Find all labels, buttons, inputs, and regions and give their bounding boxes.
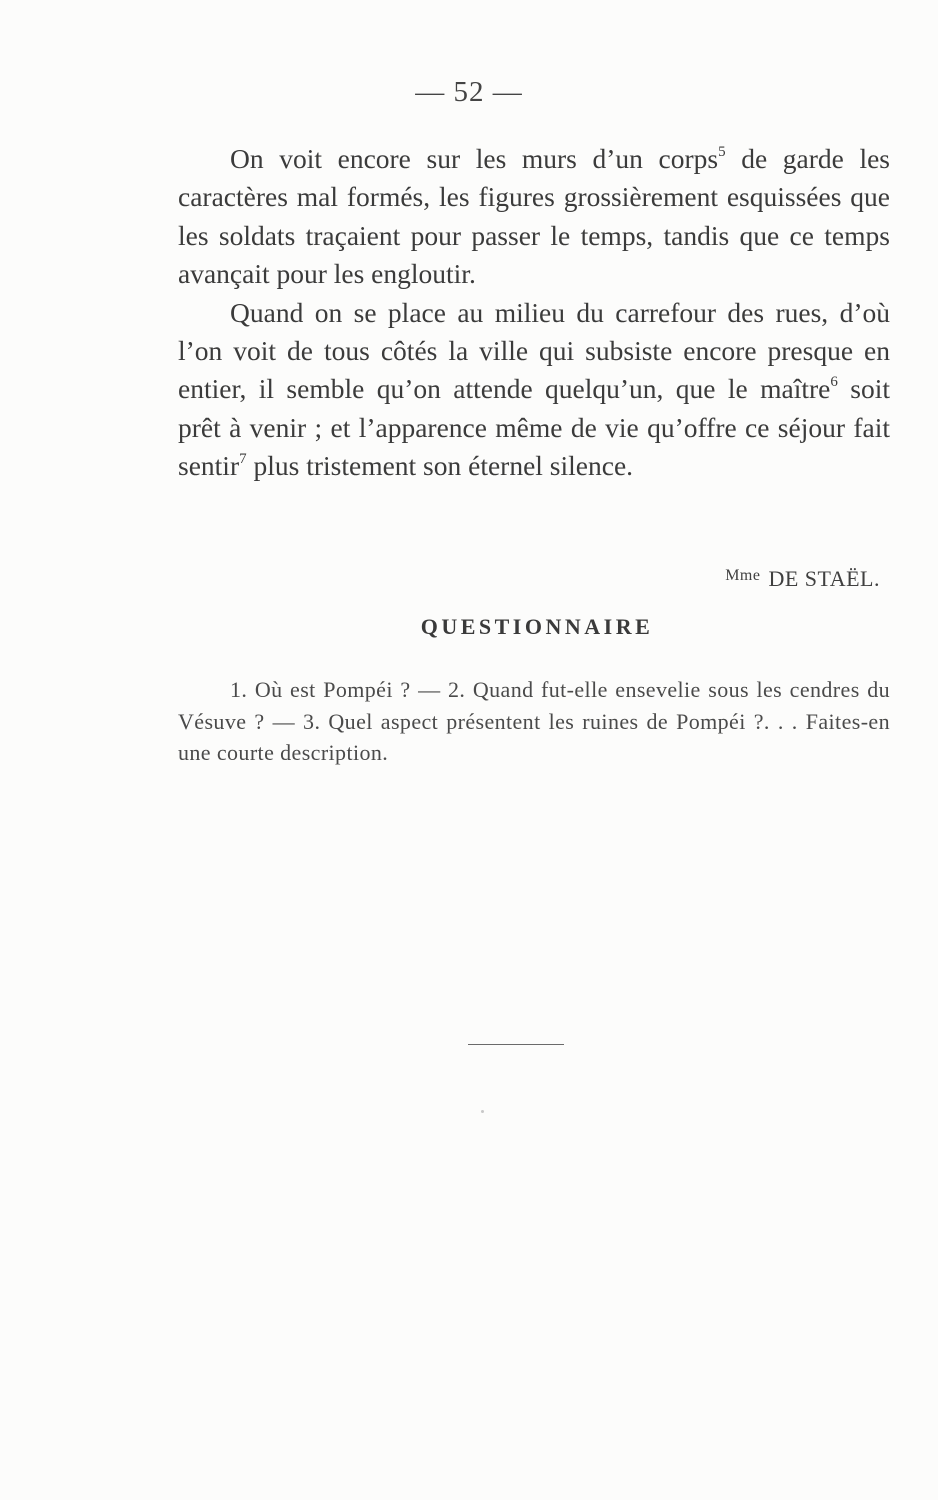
page-number: — 52 — [415, 76, 523, 108]
author-name: DE STAËL. [768, 566, 880, 591]
footnote-ref-6: 6 [830, 374, 838, 391]
paragraph-1-text-b: de garde les caractères mal formés, les figures grossièrement esquissées que les soldats traçaient pour passer le temps, tandis que ce temps avançait pour les engloutir. [178, 143, 891, 290]
author-signature [560, 566, 880, 592]
questionnaire-heading: QUESTIONNAIRE [420, 614, 654, 639]
paper-speck [481, 1110, 484, 1113]
paragraph-2-text-c: plus tristement son éternel silence. [246, 450, 634, 482]
paragraph-2-text-a: Quand on se place au milieu du carrefour des rues, d’où l’on voit de tous côtés la ville qui subsiste encore presque en entier, il semble qu’on attende quelqu’un, que le maître [178, 296, 890, 405]
prose-body [178, 140, 890, 486]
paragraph-1-text-a: On voit encore sur les murs d’un corps [230, 143, 719, 174]
questionnaire-body [178, 674, 890, 769]
footnote-ref-5: 5 [718, 144, 726, 160]
questionnaire-text: 1. Où est Pompéi ? — 2. Quand fut-elle ensevelie sous les cendres du Vésuve ? — 3. Quel aspect présentent les ruines de Pompéi ?. . . Faites-en une courte description. [178, 677, 890, 765]
section-divider [468, 1044, 564, 1045]
paragraph-2 [178, 294, 890, 486]
footnote-ref-7: 7 [239, 451, 247, 468]
author-title: Mme [725, 567, 761, 584]
paragraph-2-text-b: soit prêt à venir ; et l’apparence même de vie qu’offre ce séjour fait sentir [178, 373, 890, 482]
paragraph-1 [178, 140, 890, 294]
